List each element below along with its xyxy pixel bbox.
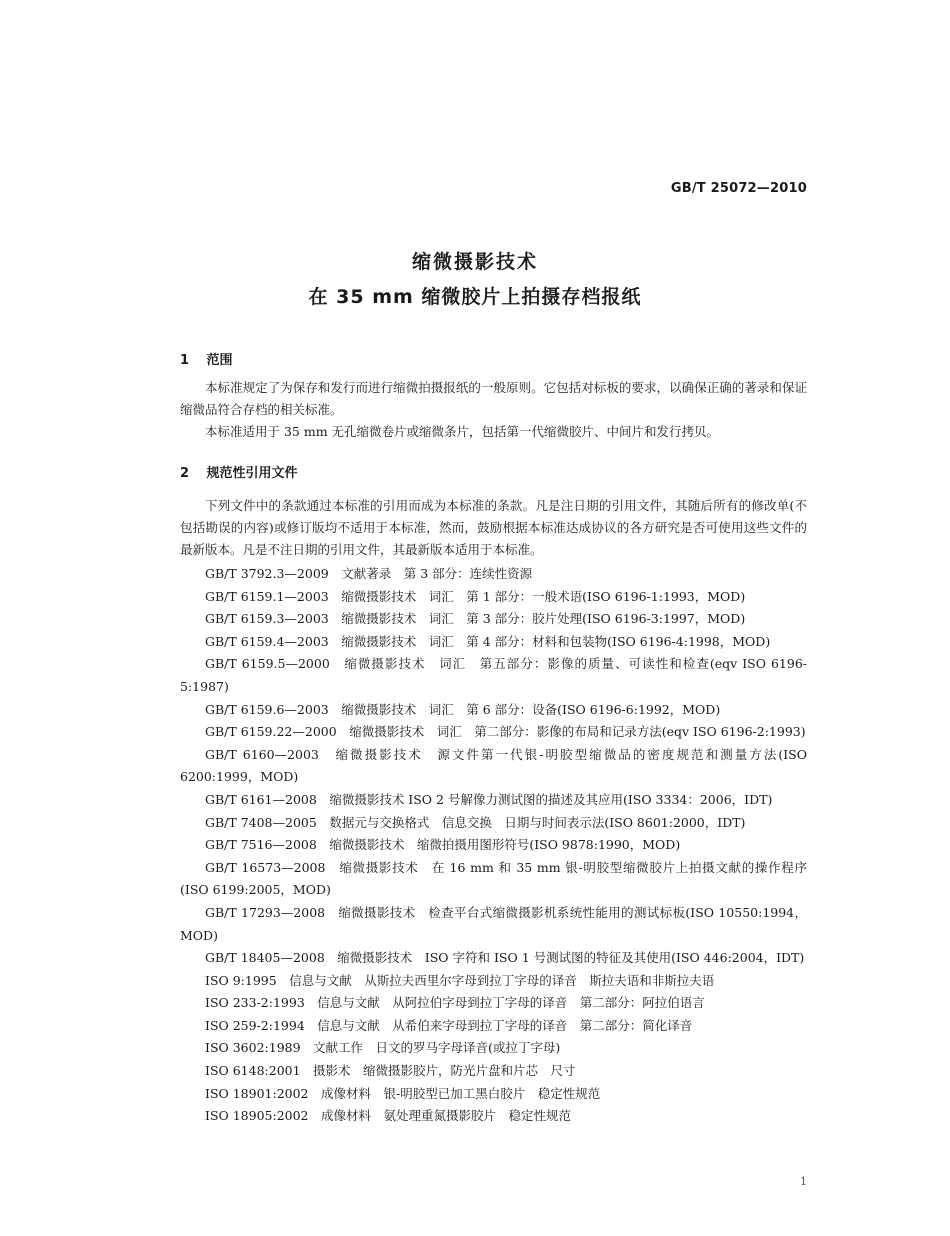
reference-item: ISO 18905:2002 成像材料 氨处理重氮摄影胶片 稳定性规范 (205, 1108, 572, 1124)
reference-item: GB/T 6160—2003 缩微摄影技术 源文件第一代银-明胶型缩微品的密度规范和测量方法(ISO 6200:1999，MOD) (180, 746, 807, 785)
reference-item: GB/T 6159.5—2000 缩微摄影技术 词汇 第五部分：影像的质量、可读性和检查(eqv ISO 6196-5:1987) (180, 656, 807, 694)
reference-item: ISO 3602:1989 文献工作 日文的罗马字母译音(或拉丁字母) (205, 1040, 561, 1056)
reference-item: GB/T 3792.3—2009 文献著录 第 3 部分：连续性资源 (205, 566, 533, 581)
page-number: 1 (800, 1175, 807, 1188)
standard-code: GB/T 25072—2010 (670, 181, 807, 196)
section-title: 规范性引用文件 (206, 466, 298, 481)
reference-item: GB/T 18405—2008 缩微摄影技术 ISO 字符和 ISO 1 号测试图的特征及其使用(ISO 446:2004，IDT) (205, 950, 805, 966)
reference-item: GB/T 7516—2008 缩微摄影技术 缩微拍摄用图形符号(ISO 9878:1990，MOD) (205, 837, 681, 853)
document-title (0, 247, 950, 317)
reference-item: GB/T 6159.6—2003 缩微摄影技术 词汇 第 6 部分：设备(ISO 6196-6:1992，MOD) (205, 701, 721, 717)
reference-item: GB/T 6159.1—2003 缩微摄影技术 词汇 第 1 部分：一般术语(ISO 6196-1:1993，MOD) (205, 588, 746, 604)
section-1-body (180, 377, 807, 443)
reference-item: ISO 9:1995 信息与文献 从斯拉夫西里尔字母到拉丁字母的译音 斯拉夫语和非斯拉夫语 (205, 972, 715, 988)
section-number: 1 (180, 353, 190, 368)
reference-item: GB/T 6159.3—2003 缩微摄影技术 词汇 第 3 部分：胶片处理(ISO 6196-3:1997，MOD) (205, 611, 746, 627)
section-2-body (180, 495, 807, 561)
reference-item: ISO 259-2:1994 信息与文献 从希伯来字母到拉丁字母的译音 第二部分：简化译音 (205, 1017, 693, 1033)
reference-item: GB/T 17293—2008 缩微摄影技术 检查平台式缩微摄影机系统性能用的测试标板(ISO 10550:1994，MOD) (180, 904, 807, 943)
title-line-1: 缩微摄影技术 (411, 251, 538, 273)
reference-item: ISO 6148:2001 摄影术 缩微摄影胶片，防光片盘和片芯 尺寸 (205, 1063, 576, 1079)
section-number: 2 (180, 466, 190, 481)
section-2-heading (180, 462, 298, 481)
reference-item: ISO 18901:2002 成像材料 银-明胶型已加工黑白胶片 稳定性规范 (205, 1085, 601, 1101)
reference-item: GB/T 16573—2008 缩微摄影技术 在 16 mm 和 35 mm 银-明胶型缩微胶片上拍摄文献的操作程序(ISO 6199:2005，MOD) (180, 859, 807, 898)
section-title: 范围 (206, 353, 233, 368)
reference-list (180, 563, 807, 1128)
reference-item: GB/T 7408—2005 数据元与交换格式 信息交换 日期与时间表示法(ISO 8601:2000，IDT) (205, 814, 746, 830)
section-1-heading (180, 349, 233, 368)
reference-item: GB/T 6161—2008 缩微摄影技术 ISO 2 号解像力测试图的描述及其应用(ISO 3334：2006，IDT) (205, 791, 773, 807)
title-line-2: 在 35 mm 缩微胶片上拍摄存档报纸 (308, 286, 642, 308)
reference-item: ISO 233-2:1993 信息与文献 从阿拉伯字母到拉丁字母的译音 第二部分：阿拉伯语言 (205, 995, 705, 1011)
paragraph: 下列文件中的条款通过本标准的引用而成为本标准的条款。凡是注日期的引用文件，其随后所有的修改单(不包括勘误的内容)或修订版均不适用于本标准，然而，鼓励根据本标准达成协议的各方研究是否可使用这些文件的最新版本。凡是不注日期的引用文件，其最新版本适用于本标准。 (180, 498, 807, 557)
paragraph: 本标准规定了为保存和发行而进行缩微拍摄报纸的一般原则。它包括对标板的要求，以确保正确的著录和保证缩微品符合存档的相关标准。 (180, 380, 807, 417)
reference-item: GB/T 6159.22—2000 缩微摄影技术 词汇 第二部分：影像的布局和记录方法(eqv ISO 6196-2:1993) (205, 724, 806, 740)
reference-item: GB/T 6159.4—2003 缩微摄影技术 词汇 第 4 部分：材料和包装物(ISO 6196-4:1998，MOD) (205, 633, 771, 649)
paragraph: 本标准适用于 35 mm 无孔缩微卷片或缩微条片，包括第一代缩微胶片、中间片和发行拷贝。 (205, 424, 720, 439)
